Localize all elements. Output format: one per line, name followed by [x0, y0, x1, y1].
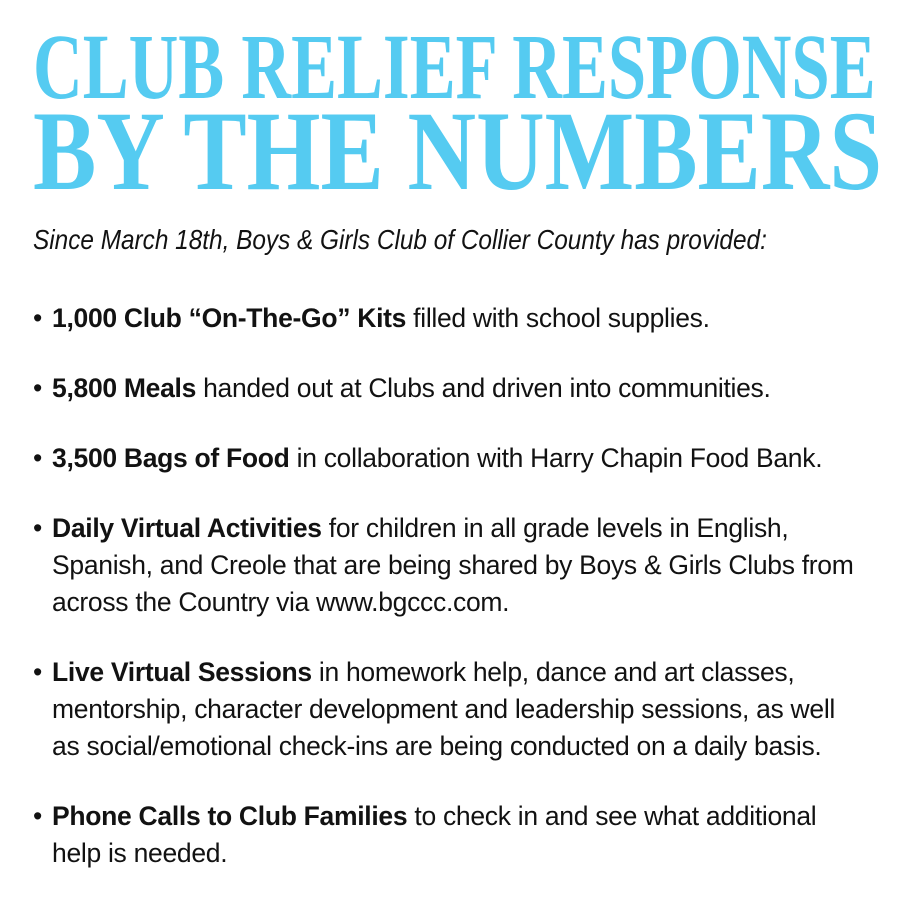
bullet-icon: • — [33, 443, 42, 473]
item-content — [52, 798, 900, 872]
item-text: Spanish, and Creole that are being shared by Boys & Girls Clubs from — [52, 550, 854, 580]
item-lead: 1,000 Club “On-The-Go” Kits — [52, 303, 407, 333]
bullet-icon: • — [33, 801, 42, 831]
item-lead: 3,500 Bags of Food — [52, 443, 290, 473]
item-text: in collaboration with Harry Chapin Food Bank. — [289, 443, 823, 473]
item-content — [52, 300, 900, 337]
item-lead: Live Virtual Sessions — [52, 657, 312, 687]
intro-text: Since March 18th, Boys & Girls Club of Collier County has provided: — [33, 224, 767, 255]
bullet-list — [0, 300, 900, 872]
item-text: to check in and see what additional — [407, 801, 817, 831]
item-text: help is needed. — [52, 838, 228, 868]
list-item-virtual-sessions — [33, 654, 900, 765]
bullet-icon: • — [33, 513, 42, 543]
item-lead: Daily Virtual Activities — [52, 513, 322, 543]
item-text: for children in all grade levels in English, — [321, 513, 789, 543]
list-item-virtual-activities — [33, 510, 900, 621]
item-lead: 5,800 Meals — [52, 373, 197, 403]
item-content — [52, 440, 900, 477]
item-lead: Phone Calls to Club Families — [52, 801, 408, 831]
item-text: as social/emotional check-ins are being conducted on a daily basis. — [52, 731, 822, 761]
item-content — [52, 510, 900, 621]
item-text: filled with school supplies. — [406, 303, 710, 333]
item-text: mentorship, character development and leadership sessions, as well — [52, 694, 835, 724]
item-content — [52, 654, 900, 765]
item-content — [52, 370, 900, 407]
list-item-phone-calls — [33, 798, 900, 872]
list-item-bags-of-food — [33, 440, 900, 477]
item-text: handed out at Clubs and driven into communities. — [196, 373, 771, 403]
title-line-1: CLUB RELIEF RESPONSE — [33, 16, 876, 119]
bullet-icon: • — [33, 657, 42, 687]
title-line-2: BY THE NUMBERS — [33, 89, 883, 214]
item-text: across the Country via www.bgccc.com. — [52, 587, 510, 617]
header — [0, 0, 900, 214]
item-text: in homework help, dance and art classes, — [311, 657, 795, 687]
intro-line — [33, 222, 900, 258]
bullet-icon: • — [33, 373, 42, 403]
bullet-icon: • — [33, 303, 42, 333]
list-item-kits — [33, 300, 900, 337]
list-item-meals — [33, 370, 900, 407]
